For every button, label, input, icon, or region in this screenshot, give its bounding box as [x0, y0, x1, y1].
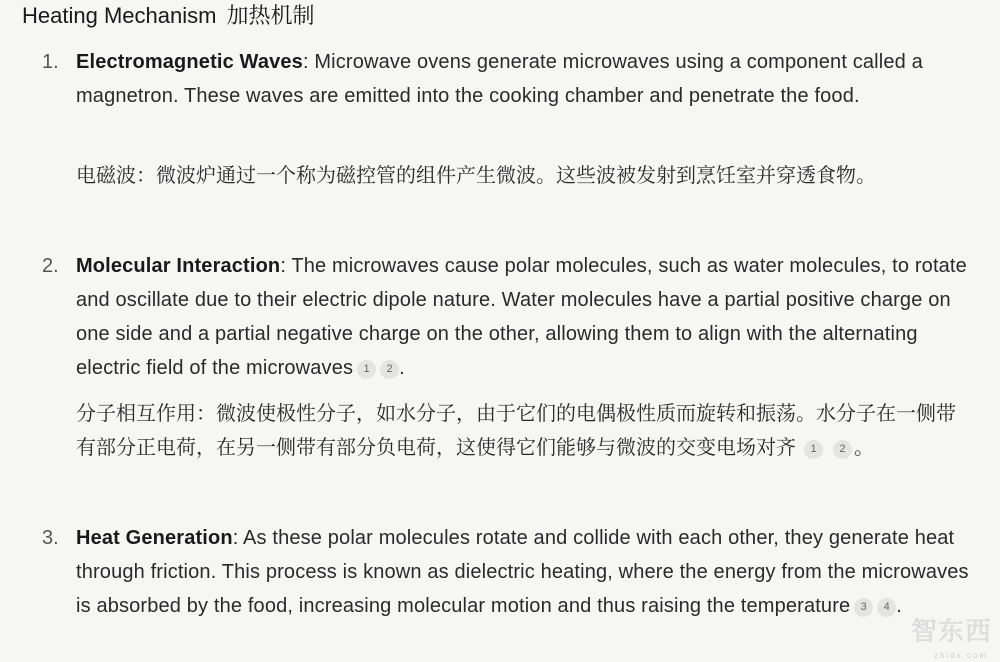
item-english-text	[76, 45, 976, 113]
item-body: : As these polar molecules rotate and collide with each other, they generate heat through friction. This process is known as dielectric heating, where the energy from the microwaves is absorbed by the food, increasing molecular motion and thus raising the temperature	[76, 527, 969, 617]
item-term: Electromagnetic Waves	[76, 51, 303, 73]
heading-title-zh: 加热机制	[226, 4, 315, 29]
list-number: 2.	[42, 255, 59, 277]
item-term: Heat Generation	[76, 527, 233, 549]
item-english-text	[76, 521, 976, 623]
item-suffix: .	[399, 357, 405, 379]
citation-badge[interactable]: 2	[380, 360, 399, 379]
item-english-text	[76, 249, 976, 385]
watermark-logo	[900, 602, 992, 660]
citation-badge[interactable]: 1	[357, 360, 376, 379]
item-chinese-text	[76, 396, 966, 464]
list-number: 3.	[42, 527, 59, 549]
heading-title: Heating Mechanism	[22, 3, 217, 28]
list-number: 1.	[42, 51, 59, 73]
citation-badge[interactable]: 2	[833, 440, 852, 459]
citation-badge[interactable]: 4	[877, 598, 896, 617]
item-suffix: .	[896, 595, 903, 617]
item-body: : Microwave ovens generate microwaves using a component called a magnetron. These waves are emitted into the cooking chamber and penetrate the food.	[76, 51, 923, 107]
citation-badge[interactable]: 3	[854, 598, 873, 617]
section-heading	[22, 1, 314, 32]
watermark-text: 智东西	[910, 617, 992, 647]
item-body-zh: 电磁波：微波炉通过一个称为磁控管的组件产生微波。这些波被发射到烹饪室并穿透食物。	[76, 163, 876, 187]
item-body-zh: 分子相互作用：微波使极性分子，如水分子，由于它们的电偶极性质而旋转和振荡。水分子在一侧带有部分正电荷，在另一侧带有部分负电荷，这使得它们能够与微波的交变电场对齐	[76, 401, 956, 459]
watermark-subtext: zhidx.com	[933, 651, 988, 660]
item-suffix-zh: 。	[854, 435, 874, 459]
item-term: Molecular Interaction	[76, 255, 281, 277]
item-chinese-text	[76, 158, 966, 192]
citation-badge[interactable]: 1	[804, 440, 823, 459]
item-body: : The microwaves cause polar molecules, such as water molecules, to rotate and oscillate due to their electric dipole nature. Water molecules have a partial positive charge on one side and a partial negative charge on the other, allowing them to align with the alternating electric field of the microwaves	[76, 255, 967, 379]
